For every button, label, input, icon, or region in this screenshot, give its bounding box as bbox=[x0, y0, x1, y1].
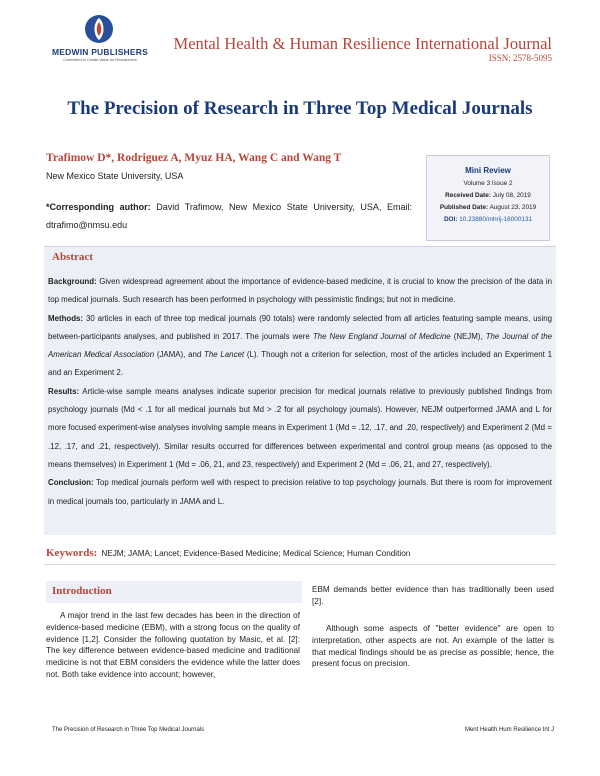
keywords-label: Keywords: bbox=[46, 547, 98, 559]
journal-nejm: The New England Journal of Medicine bbox=[312, 331, 451, 341]
published-value: August 23, 2019 bbox=[489, 204, 537, 211]
divider bbox=[44, 564, 556, 565]
footer-journal: Ment Health Hum Resilience Int J bbox=[464, 727, 554, 733]
introduction-heading: Introduction bbox=[52, 585, 112, 597]
received-label: Received Date: bbox=[445, 192, 491, 199]
methods-text: (L). Though not a criterion for selection, most of the articles included an Experiment 1 and an Experiment 2. bbox=[48, 350, 552, 378]
article-info-box bbox=[426, 155, 550, 241]
intro-paragraph: A major trend in the last few decades has been in the direction of evidence-based medicine (EBM), with a strong focus on the quality of evidence [1,2]. Consider the following quotation by Masic, et al. [2]: The key difference between evidence-based medicine and traditional medicine is not that EBM considers the evidence while the latter does not. Both take evidence into account; however, bbox=[46, 611, 300, 679]
background-label: Background: bbox=[48, 277, 97, 286]
publisher-tagline: Committed to Create Value for Researchers bbox=[63, 58, 137, 62]
article-type: Mini Review bbox=[465, 166, 511, 175]
journal-lancet: The Lancet bbox=[204, 350, 245, 360]
results-text: Article-wise sample means analyses indicate superior precision for medical journals relative to previously published findings from psychology journals (Md < .1 for all medical journals but Md > .2 for all psychology journals). However, NEJM outperformed JAMA and L for more focused experiment-wise analyses involving sample means in Experiment 1 (Md = .12, .17, and .20, respectively) and Experiment 2 (Md = .12, .17, and .21, respectively). Similar results occurred for differences between experimental and control group means (as opposed to the means themselves) in Experiment 1 (Md = .06, 21, and 23, respectively) and Experiment 2 (Md = .06, 21, and 27, respectively). bbox=[48, 386, 552, 469]
volume-issue: Volume 3 Issue 2 bbox=[463, 180, 513, 187]
conclusion-label: Conclusion: bbox=[48, 478, 94, 488]
publisher-name: MEDWIN PUBLISHERS bbox=[52, 47, 148, 57]
corresponding-label: *Corresponding author: bbox=[46, 202, 151, 212]
body-column-left bbox=[46, 610, 300, 681]
journal-jama: The Journal of the American Medical Association bbox=[48, 331, 552, 360]
intro-paragraph-continued: EBM demands better evidence than has traditionally been used [2]. bbox=[312, 585, 554, 606]
methods-label: Methods: bbox=[48, 313, 84, 323]
methods-text: (JAMA), and bbox=[156, 350, 202, 360]
background-text: Given widespread agreement about the importance of evidence-based medicine, it is crucial to know the precision of the data in top medical journals. Such research has been performed in psychology with pessimistic findings; but not in medicine. bbox=[48, 277, 552, 305]
abstract-body bbox=[48, 273, 552, 511]
abstract-conclusion bbox=[48, 474, 552, 511]
abstract-results bbox=[48, 383, 552, 474]
conclusion-text: Top medical journals perform well with respect to precision relative to top psychology journals. But there is room for improvement in medical journals too, particularly in JAMA and L. bbox=[48, 478, 552, 506]
abstract-background bbox=[48, 273, 552, 310]
doi bbox=[427, 216, 549, 223]
keywords bbox=[46, 543, 410, 561]
results-label: Results: bbox=[48, 386, 80, 396]
doi-label: DOI: bbox=[443, 216, 458, 223]
introduction-heading-box bbox=[46, 581, 302, 603]
abstract-section bbox=[44, 246, 556, 535]
corresponding-author bbox=[46, 198, 412, 234]
abstract-header bbox=[44, 247, 556, 267]
doi-link[interactable]: 10.23880/mhrij-16000131 bbox=[459, 216, 533, 223]
keywords-text: NEJM; JAMA; Lancet; Evidence-Based Medicine; Medical Science; Human Condition bbox=[101, 549, 411, 558]
body-column-right bbox=[312, 584, 554, 608]
intro-paragraph: Although some aspects of "better evidence" are open to interpretation, other aspects are not. An example of the latter is that medical findings should be as precise as possible; hence, the present focus on precision. bbox=[312, 624, 554, 669]
published-label: Published Date: bbox=[439, 204, 489, 211]
publisher-logo bbox=[40, 14, 160, 70]
body-column-right bbox=[312, 623, 554, 670]
affiliation: New Mexico State University, USA bbox=[46, 171, 184, 181]
author-list: Trafimow D*, Rodriguez A, Myuz HA, Wang C and Wang T bbox=[46, 152, 342, 164]
methods-text: 30 articles in each of three top medical journals (90 totals) were randomly selected from all articles featuring sample means, using between-participants analyses, and published in 2017. The journals were bbox=[48, 313, 552, 341]
publisher-logo-icon bbox=[82, 14, 116, 44]
abstract-methods bbox=[48, 310, 552, 383]
published-date bbox=[427, 204, 549, 211]
journal-title: Mental Health & Human Resilience International Journal bbox=[173, 34, 552, 53]
received-date bbox=[427, 192, 549, 199]
received-value: July 08, 2019 bbox=[492, 192, 531, 199]
methods-text: (NEJM), bbox=[453, 331, 483, 341]
footer-title: The Precision of Research in Three Top Medical Journals bbox=[52, 727, 205, 733]
corresponding-text: David Trafimow, New Mexico State University, USA, Email: dtrafimo@nmsu.edu bbox=[46, 202, 412, 230]
issn: ISSN: 2578-5095 bbox=[488, 53, 552, 63]
abstract-heading: Abstract bbox=[52, 251, 93, 263]
paper-title: The Precision of Research in Three Top Medical Journals bbox=[67, 98, 533, 119]
